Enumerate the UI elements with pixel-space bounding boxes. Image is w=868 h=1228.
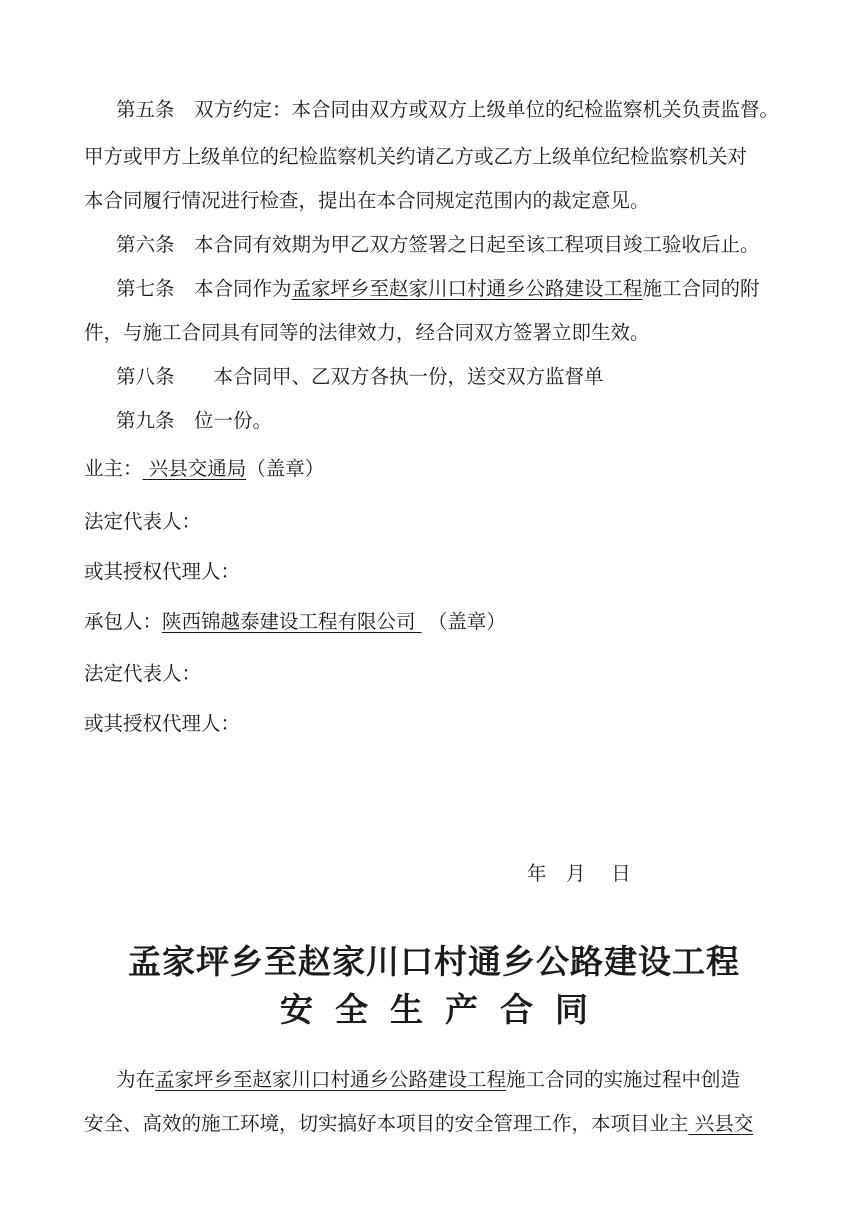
clause-7-project-name: 孟家坪乡至赵家川口村通乡公路建设工程 xyxy=(291,277,643,300)
date-line: 年 月 日 xyxy=(527,862,631,885)
clause-5-line-2: 甲方或甲方上级单位的纪检监察机关约请乙方或乙方上级单位纪检监察机关对 xyxy=(84,145,748,168)
owner-line xyxy=(84,457,324,481)
intro-line-1 xyxy=(116,1068,740,1092)
owner-agent: 或其授权代理人： xyxy=(84,560,241,583)
intro-suffix: 施工合同的实施过程中创造 xyxy=(506,1068,741,1091)
intro-line-2 xyxy=(84,1112,753,1136)
contractor-name: 陕西锦越泰建设工程有限公司 xyxy=(162,610,422,633)
owner-name: 兴县交通局 xyxy=(142,457,247,480)
intro-prefix: 为在 xyxy=(116,1068,156,1091)
clause-6: 第六条 本合同有效期为甲乙双方签署之日起至该工程项目竣工验收后止。 xyxy=(116,233,760,256)
contractor-legal-rep: 法定代表人： xyxy=(84,662,202,685)
clause-5-line-1: 第五条 双方约定：本合同由双方或双方上级单位的纪检监察机关负责监督。 xyxy=(116,98,780,121)
clause-7-suffix: 施工合同的附 xyxy=(642,277,760,300)
contractor-line xyxy=(84,610,506,634)
clause-7-line-2: 件，与施工合同具有同等的法律效力，经合同双方签署立即生效。 xyxy=(84,321,650,344)
document-title: 孟家坪乡至赵家川口村通乡公路建设工程 xyxy=(128,942,740,981)
intro-line-2-text: 安全、高效的施工环境，切实搞好本项目的安全管理工作，本项目业主 xyxy=(84,1112,689,1135)
intro-owner-name: 兴县交 xyxy=(688,1112,754,1135)
intro-project-name: 孟家坪乡至赵家川口村通乡公路建设工程 xyxy=(155,1068,507,1091)
clause-9: 第九条 位一份。 xyxy=(116,409,273,432)
contractor-agent: 或其授权代理人： xyxy=(84,712,241,735)
owner-legal-rep: 法定代表人： xyxy=(84,510,202,533)
clause-8: 第八条 本合同甲、乙双方各执一份，送交双方监督单 xyxy=(116,365,604,388)
owner-label: 业主： xyxy=(84,457,143,480)
clause-7-line-1 xyxy=(116,277,760,301)
clause-7-prefix: 第七条 本合同作为 xyxy=(116,277,292,300)
clause-5-line-3: 本合同履行情况进行检查，提出在本合同规定范围内的裁定意见。 xyxy=(84,189,650,212)
contractor-seal: （盖章） xyxy=(421,610,506,633)
contractor-label: 承包人： xyxy=(84,610,163,633)
document-subtitle: 安全生产合同 xyxy=(280,990,610,1029)
owner-seal: （盖章） xyxy=(246,457,325,480)
